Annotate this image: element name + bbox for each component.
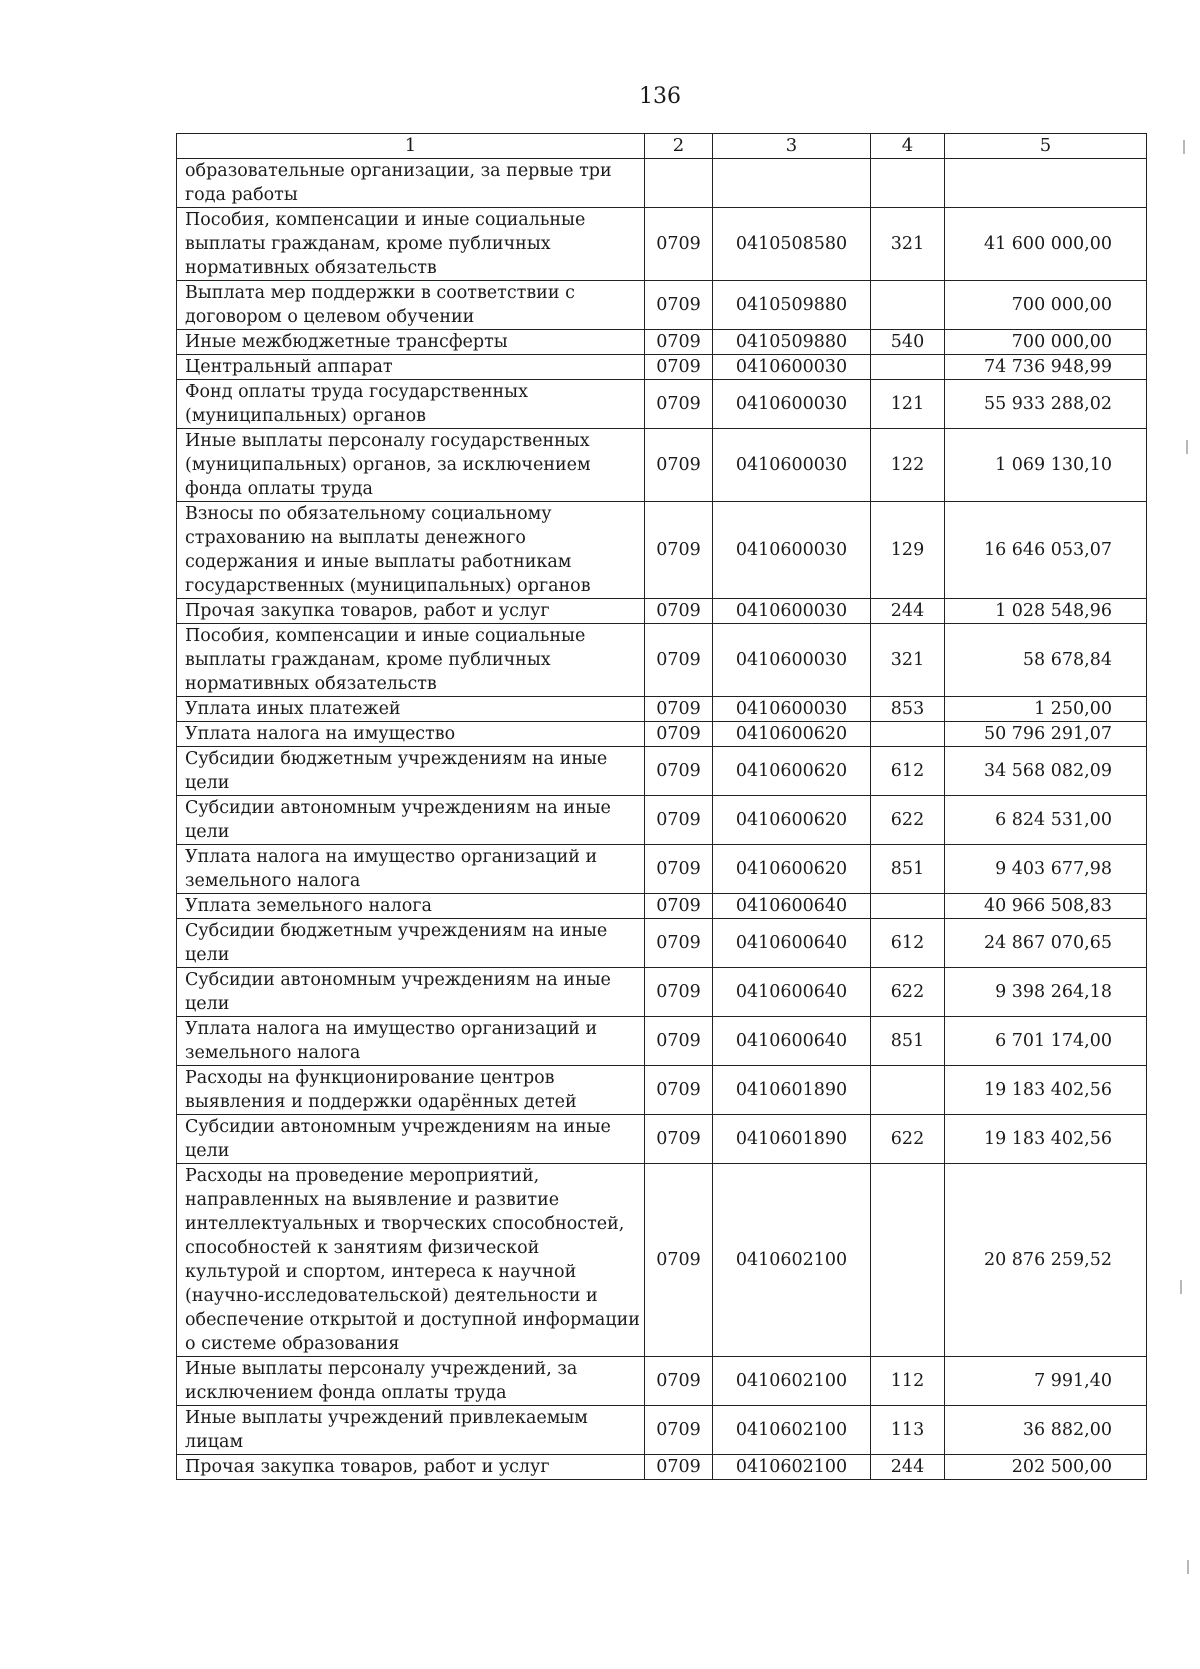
row-type-cell: 321 (871, 624, 945, 697)
row-code-cell: 0410600030 (713, 624, 871, 697)
row-section-cell: 0709 (645, 281, 713, 330)
scan-speck (1180, 1280, 1182, 1294)
row-type-cell: 122 (871, 429, 945, 502)
row-type-cell: 612 (871, 747, 945, 796)
row-name-cell: Иные выплаты персоналу учреждений, за исключением фонда оплаты труда (177, 1357, 645, 1406)
table-row (177, 747, 1147, 796)
row-type-cell: 622 (871, 1115, 945, 1164)
row-sum-cell: 55 933 288,02 (945, 380, 1147, 429)
table-row (177, 1164, 1147, 1357)
table-row (177, 845, 1147, 894)
row-sum-cell: 41 600 000,00 (945, 208, 1147, 281)
table-row (177, 1017, 1147, 1066)
row-section-cell: 0709 (645, 355, 713, 380)
row-sum-cell: 1 250,00 (945, 697, 1147, 722)
row-sum-cell: 7 991,40 (945, 1357, 1147, 1406)
row-name-cell: Прочая закупка товаров, работ и услуг (177, 599, 645, 624)
table-row (177, 429, 1147, 502)
header-cell: 4 (871, 134, 945, 159)
header-cell: 5 (945, 134, 1147, 159)
row-name-cell: образовательные организации, за первые три года работы (177, 159, 645, 208)
row-type-cell (871, 355, 945, 380)
row-name-cell: Пособия, компенсации и иные социальные выплаты гражданам, кроме публичных нормативных обязательств (177, 624, 645, 697)
row-code-cell: 0410600620 (713, 845, 871, 894)
row-code-cell (713, 159, 871, 208)
row-sum-cell: 36 882,00 (945, 1406, 1147, 1455)
table-row (177, 281, 1147, 330)
row-section-cell: 0709 (645, 722, 713, 747)
row-sum-cell: 19 183 402,56 (945, 1066, 1147, 1115)
header-row (177, 134, 1147, 159)
row-sum-cell: 1 069 130,10 (945, 429, 1147, 502)
row-name-cell: Центральный аппарат (177, 355, 645, 380)
row-code-cell: 0410600640 (713, 919, 871, 968)
row-sum-cell: 24 867 070,65 (945, 919, 1147, 968)
row-section-cell: 0709 (645, 1115, 713, 1164)
row-code-cell: 0410600030 (713, 355, 871, 380)
scan-speck (1183, 140, 1185, 154)
row-name-cell: Иные выплаты персоналу государственных (муниципальных) органов, за исключением фонда оплаты труда (177, 429, 645, 502)
table-row (177, 1357, 1147, 1406)
row-section-cell: 0709 (645, 502, 713, 599)
row-sum-cell: 6 824 531,00 (945, 796, 1147, 845)
row-section-cell: 0709 (645, 429, 713, 502)
row-type-cell (871, 281, 945, 330)
table-row (177, 894, 1147, 919)
row-sum-cell: 19 183 402,56 (945, 1115, 1147, 1164)
table-row (177, 796, 1147, 845)
row-code-cell: 0410601890 (713, 1115, 871, 1164)
table-row (177, 502, 1147, 599)
page-number: 136 (639, 84, 681, 109)
row-name-cell: Пособия, компенсации и иные социальные выплаты гражданам, кроме публичных нормативных обязательств (177, 208, 645, 281)
header-cell: 3 (713, 134, 871, 159)
scan-speck (1187, 1560, 1189, 1574)
row-type-cell: 851 (871, 845, 945, 894)
row-type-cell: 321 (871, 208, 945, 281)
row-code-cell: 0410600640 (713, 968, 871, 1017)
row-code-cell: 0410602100 (713, 1357, 871, 1406)
row-code-cell: 0410600030 (713, 429, 871, 502)
table-row (177, 1406, 1147, 1455)
row-name-cell: Субсидии бюджетным учреждениям на иные цели (177, 747, 645, 796)
row-type-cell (871, 894, 945, 919)
table-row (177, 697, 1147, 722)
row-sum-cell: 34 568 082,09 (945, 747, 1147, 796)
table-row (177, 599, 1147, 624)
row-name-cell: Уплата налога на имущество (177, 722, 645, 747)
table-row (177, 380, 1147, 429)
row-type-cell (871, 722, 945, 747)
row-section-cell: 0709 (645, 894, 713, 919)
row-section-cell: 0709 (645, 624, 713, 697)
row-type-cell: 622 (871, 796, 945, 845)
row-sum-cell: 700 000,00 (945, 330, 1147, 355)
row-code-cell: 0410602100 (713, 1164, 871, 1357)
row-sum-cell (945, 159, 1147, 208)
row-code-cell: 0410509880 (713, 330, 871, 355)
header-cell: 1 (177, 134, 645, 159)
row-section-cell: 0709 (645, 599, 713, 624)
row-type-cell: 622 (871, 968, 945, 1017)
row-sum-cell: 16 646 053,07 (945, 502, 1147, 599)
row-section-cell: 0709 (645, 747, 713, 796)
table-row (177, 1455, 1147, 1480)
row-section-cell: 0709 (645, 1164, 713, 1357)
row-type-cell: 612 (871, 919, 945, 968)
row-sum-cell: 74 736 948,99 (945, 355, 1147, 380)
row-code-cell: 0410600030 (713, 502, 871, 599)
table-row (177, 1066, 1147, 1115)
row-name-cell: Иные выплаты учреждений привлекаемым лицам (177, 1406, 645, 1455)
scan-speck (1186, 440, 1188, 454)
row-section-cell: 0709 (645, 796, 713, 845)
row-section-cell: 0709 (645, 330, 713, 355)
row-code-cell: 0410601890 (713, 1066, 871, 1115)
row-code-cell: 0410600030 (713, 380, 871, 429)
row-code-cell: 0410600620 (713, 747, 871, 796)
table-row (177, 1115, 1147, 1164)
row-sum-cell: 50 796 291,07 (945, 722, 1147, 747)
row-type-cell: 244 (871, 599, 945, 624)
row-name-cell: Субсидии автономным учреждениям на иные цели (177, 968, 645, 1017)
row-section-cell: 0709 (645, 968, 713, 1017)
row-name-cell: Субсидии автономным учреждениям на иные цели (177, 796, 645, 845)
row-section-cell: 0709 (645, 1066, 713, 1115)
row-type-cell: 121 (871, 380, 945, 429)
row-code-cell: 0410600640 (713, 894, 871, 919)
row-type-cell (871, 1066, 945, 1115)
row-name-cell: Фонд оплаты труда государственных (муниципальных) органов (177, 380, 645, 429)
row-code-cell: 0410600620 (713, 796, 871, 845)
row-code-cell: 0410602100 (713, 1406, 871, 1455)
row-sum-cell: 700 000,00 (945, 281, 1147, 330)
row-type-cell: 244 (871, 1455, 945, 1480)
row-code-cell: 0410600030 (713, 697, 871, 722)
row-type-cell: 129 (871, 502, 945, 599)
row-sum-cell: 202 500,00 (945, 1455, 1147, 1480)
row-code-cell: 0410602100 (713, 1455, 871, 1480)
row-section-cell: 0709 (645, 1455, 713, 1480)
row-code-cell: 0410509880 (713, 281, 871, 330)
row-section-cell: 0709 (645, 697, 713, 722)
row-section-cell: 0709 (645, 1357, 713, 1406)
row-type-cell: 540 (871, 330, 945, 355)
row-name-cell: Субсидии автономным учреждениям на иные цели (177, 1115, 645, 1164)
row-section-cell: 0709 (645, 919, 713, 968)
row-type-cell: 113 (871, 1406, 945, 1455)
table-row (177, 159, 1147, 208)
row-section-cell (645, 159, 713, 208)
row-section-cell: 0709 (645, 1406, 713, 1455)
table-row (177, 208, 1147, 281)
table-row (177, 968, 1147, 1017)
table-row (177, 330, 1147, 355)
row-name-cell: Расходы на функционирование центров выявления и поддержки одарённых детей (177, 1066, 645, 1115)
row-type-cell (871, 159, 945, 208)
row-section-cell: 0709 (645, 1017, 713, 1066)
row-name-cell: Прочая закупка товаров, работ и услуг (177, 1455, 645, 1480)
row-sum-cell: 9 403 677,98 (945, 845, 1147, 894)
row-code-cell: 0410600030 (713, 599, 871, 624)
row-section-cell: 0709 (645, 845, 713, 894)
row-type-cell (871, 1164, 945, 1357)
table-row (177, 722, 1147, 747)
row-sum-cell: 20 876 259,52 (945, 1164, 1147, 1357)
row-type-cell: 851 (871, 1017, 945, 1066)
row-section-cell: 0709 (645, 380, 713, 429)
row-code-cell: 0410600640 (713, 1017, 871, 1066)
row-section-cell: 0709 (645, 208, 713, 281)
row-type-cell: 112 (871, 1357, 945, 1406)
row-sum-cell: 1 028 548,96 (945, 599, 1147, 624)
row-name-cell: Уплата налога на имущество организаций и земельного налога (177, 845, 645, 894)
table-row (177, 624, 1147, 697)
table-row (177, 919, 1147, 968)
row-sum-cell: 9 398 264,18 (945, 968, 1147, 1017)
row-code-cell: 0410600620 (713, 722, 871, 747)
header-cell: 2 (645, 134, 713, 159)
row-name-cell: Субсидии бюджетным учреждениям на иные цели (177, 919, 645, 968)
row-name-cell: Взносы по обязательному социальному страхованию на выплаты денежного содержания и иные выплаты работникам государственных (муниципальных) органов (177, 502, 645, 599)
row-sum-cell: 40 966 508,83 (945, 894, 1147, 919)
row-name-cell: Уплата земельного налога (177, 894, 645, 919)
row-name-cell: Расходы на проведение мероприятий, направленных на выявление и развитие интеллектуальных и творческих способностей, способностей к занятиям физической культурой и спортом, интереса к научной (научно-исследовательской) деятельности и обеспечение открытой и доступной информации о системе образования (177, 1164, 645, 1357)
row-name-cell: Иные межбюджетные трансферты (177, 330, 645, 355)
row-sum-cell: 6 701 174,00 (945, 1017, 1147, 1066)
row-sum-cell: 58 678,84 (945, 624, 1147, 697)
table-body (177, 159, 1147, 1480)
row-name-cell: Уплата иных платежей (177, 697, 645, 722)
table-row (177, 355, 1147, 380)
row-name-cell: Уплата налога на имущество организаций и земельного налога (177, 1017, 645, 1066)
budget-table (176, 133, 1147, 1480)
row-type-cell: 853 (871, 697, 945, 722)
row-name-cell: Выплата мер поддержки в соответствии с договором о целевом обучении (177, 281, 645, 330)
row-code-cell: 0410508580 (713, 208, 871, 281)
